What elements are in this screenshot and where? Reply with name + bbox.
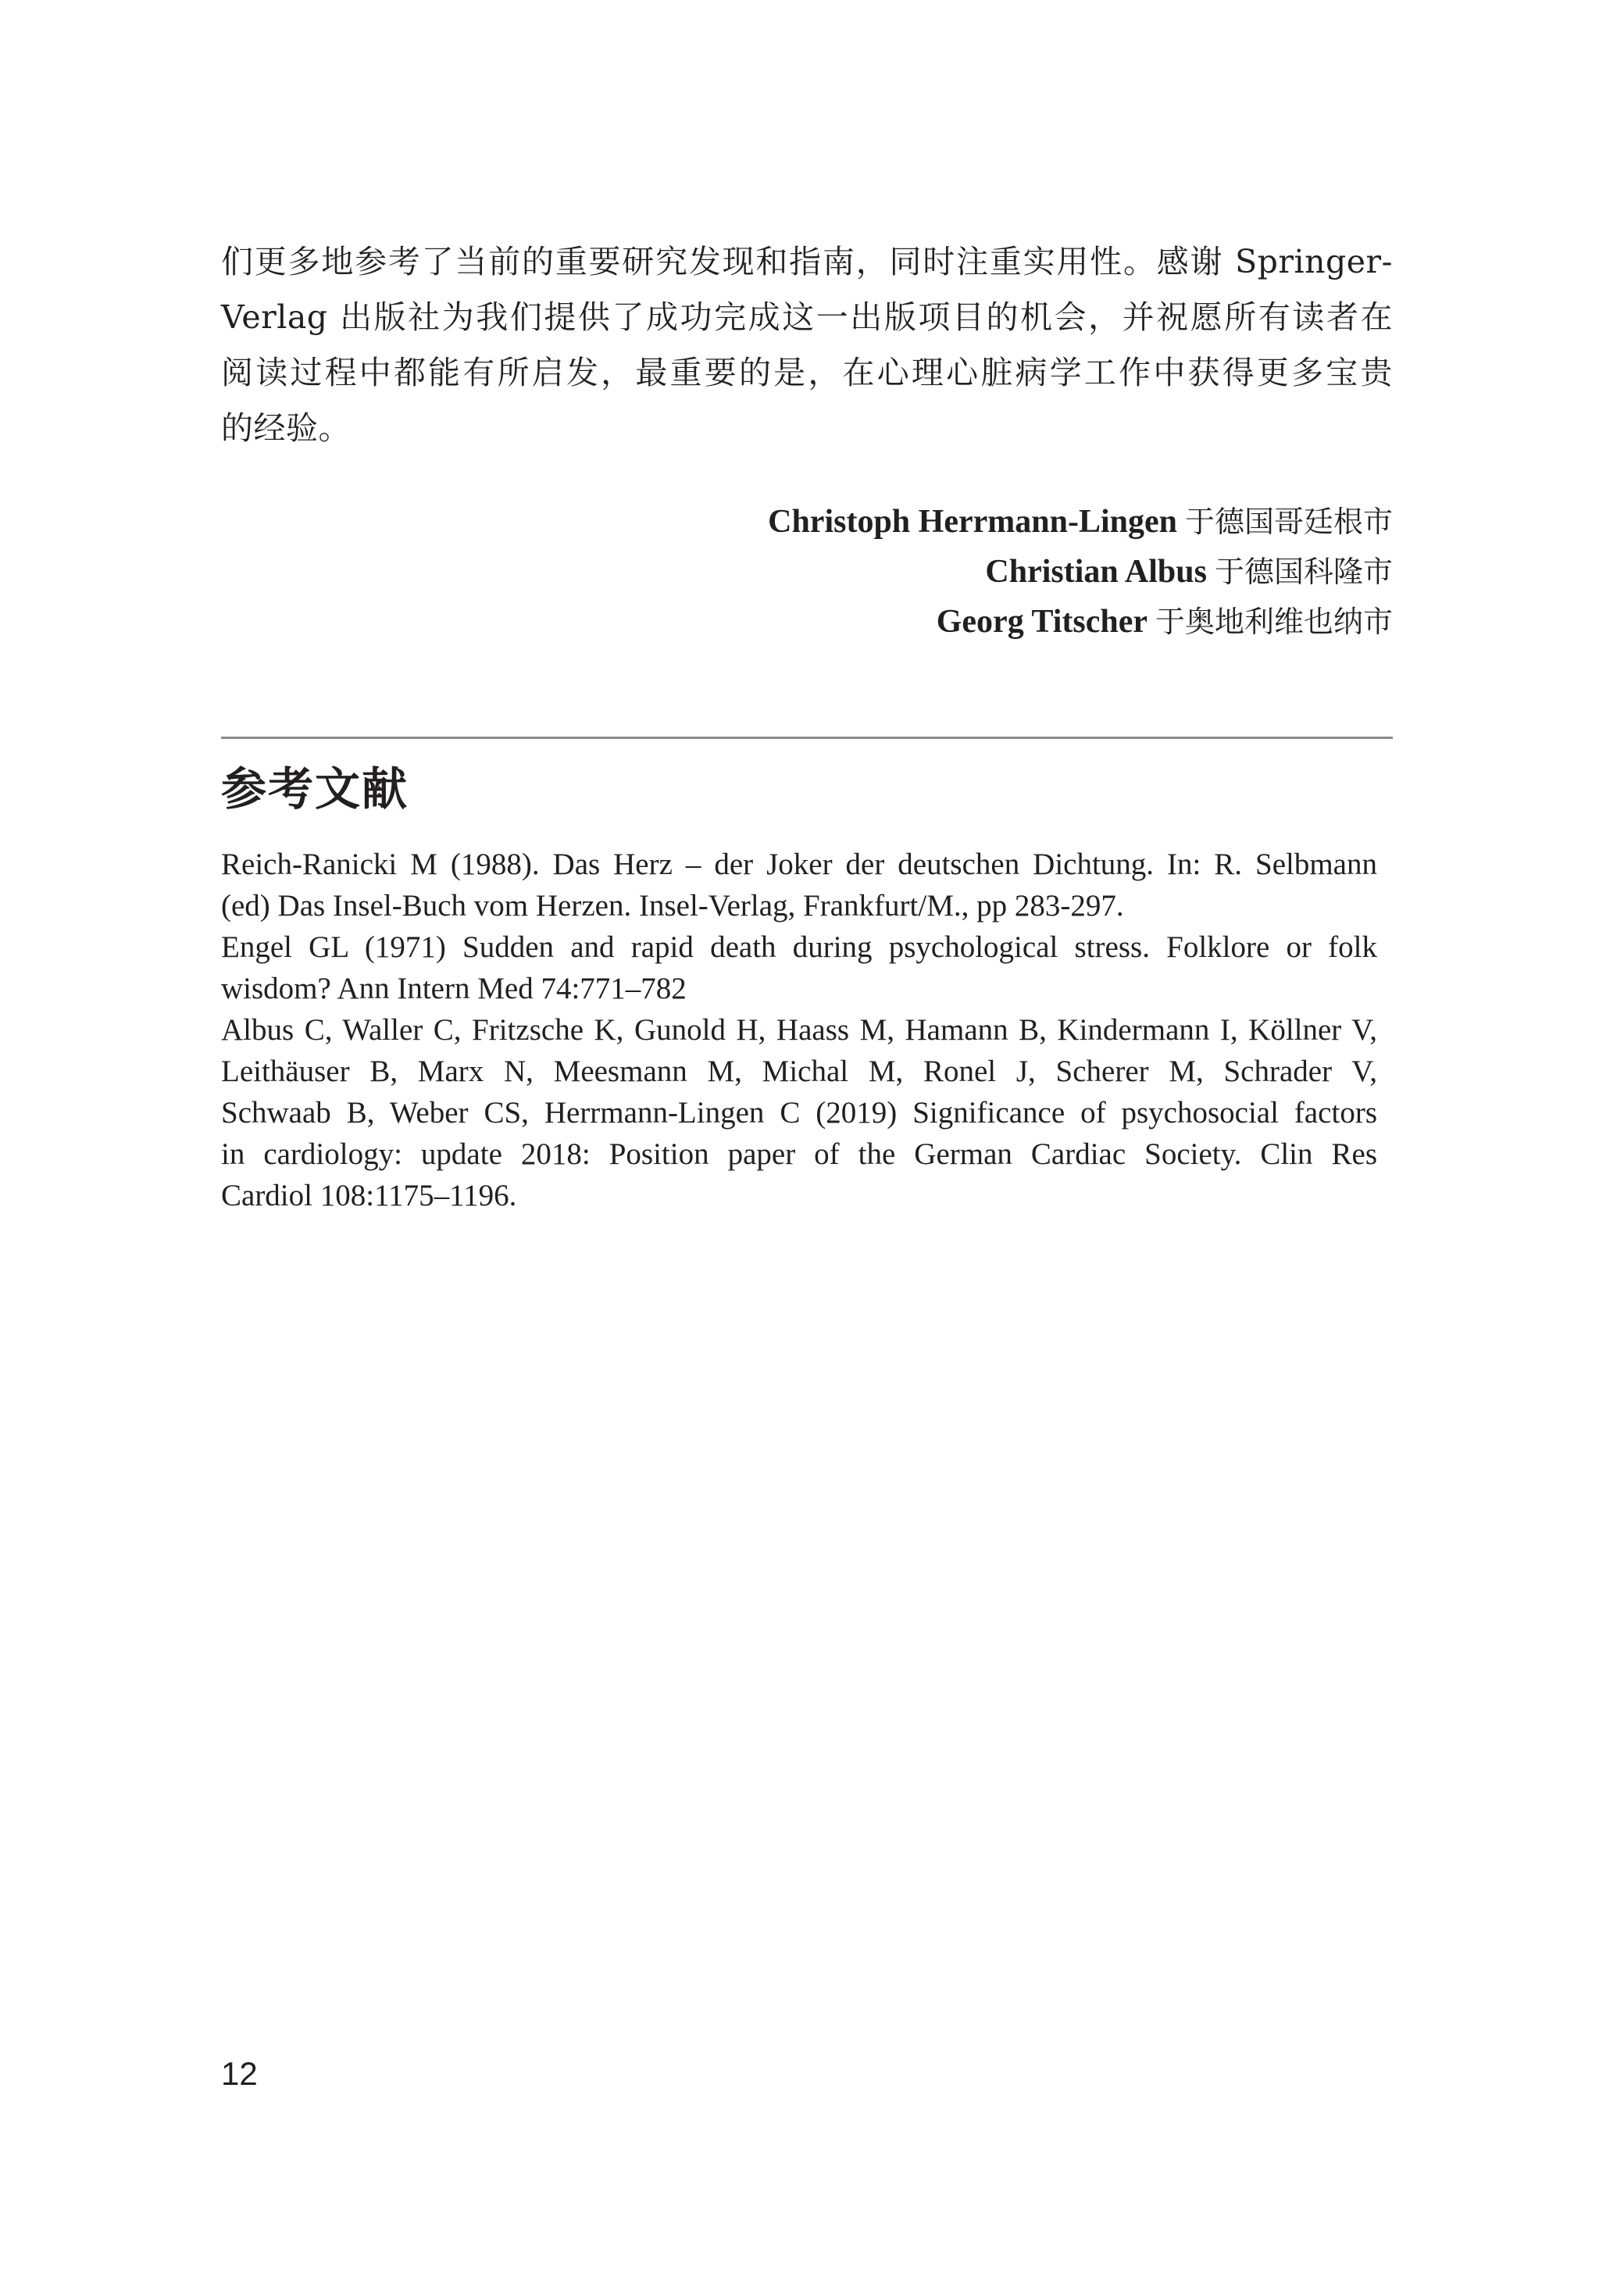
- author-name: Christian Albus: [985, 554, 1207, 590]
- signature-line: [547, 497, 1393, 547]
- signature-line: [547, 597, 1393, 647]
- body-line-4: 的经验。: [221, 409, 351, 447]
- author-name: Georg Titscher: [936, 604, 1148, 640]
- reference-line: Albus C, Waller C, Fritzsche K, Gunold H, Haass M, Hamann B, Kindermann I, Köllner V,: [221, 1013, 1377, 1047]
- reference-line: wisdom? Ann Intern Med 74:771–782: [221, 972, 687, 1005]
- author-place: 于德国科隆市: [1214, 555, 1393, 589]
- reference-line: Reich-Ranicki M (1988). Das Herz – der Joker der deutschen Dichtung. In: R. Selbmann: [221, 848, 1377, 881]
- body-line-3: 阅读过程中都能有所启发，最重要的是，在心理心脏病学工作中获得更多宝贵: [221, 354, 1393, 391]
- body-line-1: 们更多地参考了当前的重要研究发现和指南，同时注重实用性。感谢 Springer-: [221, 243, 1393, 280]
- body-paragraph: [221, 234, 1393, 456]
- section-divider: [221, 737, 1393, 739]
- references-heading: 参考文献: [221, 762, 409, 816]
- reference-line: Leithäuser B, Marx N, Meesmann M, Michal M, Ronel J, Scherer M, Schrader V,: [221, 1055, 1377, 1088]
- body-line-2: Verlag 出版社为我们提供了成功完成这一出版项目的机会，并祝愿所有读者在: [221, 298, 1393, 336]
- reference-line: Cardiol 108:1175–1196.: [221, 1179, 517, 1212]
- reference-line: in cardiology: update 2018: Position paper of the German Cardiac Society. Clin Res: [221, 1137, 1377, 1171]
- author-place: 于奥地利维也纳市: [1155, 605, 1393, 639]
- references-list: [221, 844, 1377, 1216]
- reference-item: [221, 1009, 1377, 1216]
- reference-item: [221, 844, 1377, 926]
- author-place: 于德国哥廷根市: [1184, 505, 1393, 539]
- reference-item: [221, 926, 1377, 1009]
- author-signatures: [547, 497, 1393, 647]
- reference-line: Schwaab B, Weber CS, Herrmann-Lingen C (2019) Significance of psychosocial factors: [221, 1096, 1377, 1130]
- author-name: Christoph Herrmann-Lingen: [768, 504, 1177, 540]
- reference-line: (ed) Das Insel-Buch vom Herzen. Insel-Verlag, Frankfurt/M., pp 283-297.: [221, 889, 1124, 923]
- reference-line: Engel GL (1971) Sudden and rapid death during psychological stress. Folklore or folk: [221, 930, 1377, 964]
- page-number: 12: [221, 2055, 258, 2092]
- signature-line: [547, 547, 1393, 597]
